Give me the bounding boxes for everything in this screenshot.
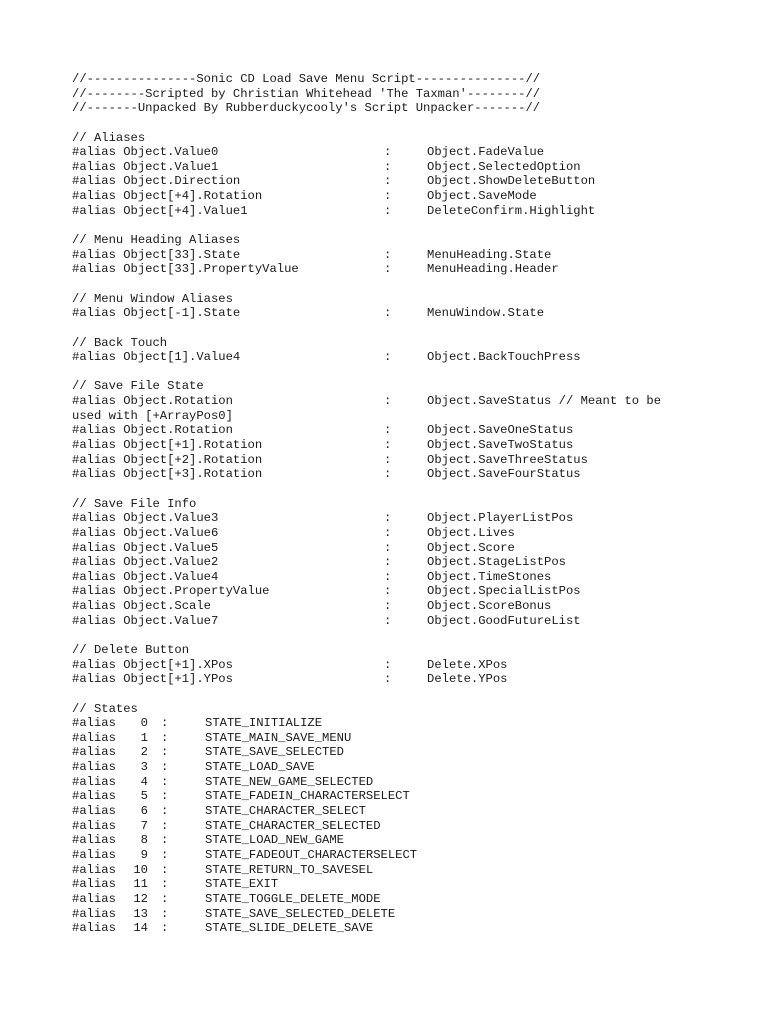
state-number: 3 [140, 760, 148, 775]
alias-separator: : [384, 467, 392, 482]
state-row [72, 731, 752, 746]
script-document [72, 72, 752, 936]
state-name: STATE_CHARACTER_SELECT [205, 804, 366, 819]
alias-row [72, 262, 752, 277]
alias-source: #alias Object.PropertyValue [72, 584, 270, 599]
alias-separator: : [384, 306, 392, 321]
state-row [72, 833, 752, 848]
state-name: STATE_EXIT [205, 877, 279, 892]
state-number: 0 [140, 716, 148, 731]
alias-target: Object.ScoreBonus [427, 599, 552, 614]
alias-row [72, 160, 752, 175]
state-row [72, 804, 752, 819]
state-number: 5 [140, 789, 148, 804]
alias-row [72, 423, 752, 438]
alias-section [72, 233, 752, 277]
alias-row [72, 453, 752, 468]
alias-row [72, 658, 752, 673]
state-separator: : [161, 789, 169, 804]
state-row [72, 775, 752, 790]
header-block [72, 72, 752, 116]
state-row [72, 760, 752, 775]
state-separator: : [161, 745, 169, 760]
state-number: 2 [140, 745, 148, 760]
state-separator: : [161, 774, 169, 789]
alias-source: #alias Object.Direction [72, 174, 241, 189]
alias-target: Object.SpecialListPos [427, 584, 581, 599]
state-row [72, 921, 752, 936]
alias-row [72, 248, 752, 263]
alias-row [72, 189, 752, 204]
alias-target: MenuHeading.Header [427, 262, 559, 277]
alias-separator: : [384, 584, 392, 599]
alias-target: DeleteConfirm.Highlight [427, 203, 596, 218]
state-number: 13 [133, 906, 148, 921]
state-keyword: #alias [72, 760, 116, 775]
alias-row [72, 467, 752, 482]
alias-source: #alias Object[-1].State [72, 306, 241, 321]
alias-section [72, 336, 752, 365]
alias-row [72, 306, 752, 321]
alias-separator: : [384, 203, 392, 218]
alias-separator: : [384, 262, 392, 277]
state-keyword: #alias [72, 906, 116, 921]
alias-separator: : [384, 672, 392, 687]
alias-source: #alias Object[33].PropertyValue [72, 262, 299, 277]
alias-source: #alias Object.Rotation [72, 423, 233, 438]
alias-source: #alias Object.Scale [72, 599, 211, 614]
state-row [72, 819, 752, 834]
state-separator: : [161, 818, 169, 833]
alias-separator: : [384, 189, 392, 204]
state-separator: : [161, 730, 169, 745]
state-keyword: #alias [72, 921, 116, 936]
state-separator: : [161, 862, 169, 877]
alias-separator: : [384, 599, 392, 614]
alias-target: Object.Lives [427, 525, 515, 540]
alias-row [72, 672, 752, 687]
state-list [72, 716, 752, 936]
alias-target: Object.TimeStones [427, 569, 552, 584]
state-number: 11 [133, 877, 148, 892]
state-row [72, 892, 752, 907]
state-name: STATE_CHARACTER_SELECTED [205, 818, 381, 833]
state-keyword: #alias [72, 891, 116, 906]
state-number: 6 [140, 804, 148, 819]
section-comment: // States [72, 701, 138, 716]
state-separator: : [161, 833, 169, 848]
alias-target: Delete.XPos [427, 657, 508, 672]
alias-source: #alias Object.Value0 [72, 145, 219, 160]
alias-target: Object.SaveThreeStatus [427, 452, 588, 467]
alias-separator: : [384, 159, 392, 174]
header-line: //-------Unpacked By Rubberduckycooly's Script Unpacker-------// [72, 101, 541, 116]
alias-section [72, 497, 752, 629]
state-name: STATE_LOAD_NEW_GAME [205, 833, 344, 848]
alias-separator: : [384, 569, 392, 584]
alias-source: #alias Object.Value3 [72, 511, 219, 526]
section-comment: // Back Touch [72, 335, 168, 350]
alias-target: Delete.YPos [427, 672, 508, 687]
state-separator: : [161, 877, 169, 892]
alias-target: Object.SaveStatus // Meant to be [427, 394, 662, 409]
alias-section [72, 292, 752, 321]
alias-source: #alias Object[+1].YPos [72, 672, 233, 687]
section-comment: // Menu Heading Aliases [72, 233, 241, 248]
state-number: 1 [140, 730, 148, 745]
alias-target: Object.BackTouchPress [427, 350, 581, 365]
alias-target: MenuHeading.State [427, 247, 552, 262]
alias-separator: : [384, 145, 392, 160]
alias-target: Object.PlayerListPos [427, 511, 574, 526]
alias-target: MenuWindow.State [427, 306, 545, 321]
state-name: STATE_TOGGLE_DELETE_MODE [205, 891, 381, 906]
alias-row [72, 145, 752, 160]
state-separator: : [161, 906, 169, 921]
alias-source: #alias Object.Value6 [72, 525, 219, 540]
state-keyword: #alias [72, 818, 116, 833]
state-name: STATE_SAVE_SELECTED [205, 745, 344, 760]
state-keyword: #alias [72, 745, 116, 760]
state-separator: : [161, 760, 169, 775]
state-name: STATE_NEW_GAME_SELECTED [205, 774, 374, 789]
alias-separator: : [384, 423, 392, 438]
alias-source: #alias Object[+1].Rotation [72, 438, 263, 453]
alias-row [72, 174, 752, 189]
alias-wrap-continuation: used with [+ArrayPos0] [72, 408, 233, 423]
state-number: 4 [140, 774, 148, 789]
state-name: STATE_RETURN_TO_SAVESEL [205, 862, 374, 877]
alias-section [72, 131, 752, 219]
state-separator: : [161, 891, 169, 906]
header-line: //--------Scripted by Christian Whitehead 'The Taxman'--------// [72, 86, 541, 101]
header-line: //---------------Sonic CD Load Save Menu Script---------------// [72, 72, 541, 86]
alias-target: Object.StageListPos [427, 555, 566, 570]
state-keyword: #alias [72, 862, 116, 877]
state-row [72, 848, 752, 863]
section-comment: // Save File State [72, 379, 204, 394]
alias-source: #alias Object.Rotation [72, 394, 233, 409]
alias-source: #alias Object[+1].XPos [72, 657, 233, 672]
alias-source: #alias Object[+3].Rotation [72, 467, 263, 482]
state-keyword: #alias [72, 730, 116, 745]
section-comment: // Save File Info [72, 496, 197, 511]
alias-row [72, 599, 752, 614]
state-separator: : [161, 921, 169, 936]
state-name: STATE_MAIN_SAVE_MENU [205, 730, 352, 745]
alias-target: Object.GoodFutureList [427, 613, 581, 628]
alias-separator: : [384, 247, 392, 262]
state-keyword: #alias [72, 877, 116, 892]
state-row [72, 745, 752, 760]
alias-target: Object.SaveFourStatus [427, 467, 581, 482]
alias-row [72, 541, 752, 556]
section-comment: // Aliases [72, 130, 146, 145]
alias-separator: : [384, 657, 392, 672]
alias-target: Object.SaveMode [427, 189, 537, 204]
state-name: STATE_SAVE_SELECTED_DELETE [205, 906, 396, 921]
state-number: 9 [140, 847, 148, 862]
state-separator: : [161, 847, 169, 862]
state-name: STATE_LOAD_SAVE [205, 760, 315, 775]
state-separator: : [161, 716, 169, 731]
state-row [72, 877, 752, 892]
alias-row [72, 511, 752, 526]
alias-source: #alias Object[33].State [72, 247, 241, 262]
alias-separator: : [384, 452, 392, 467]
alias-target: Object.ShowDeleteButton [427, 174, 596, 189]
alias-target: Object.Score [427, 540, 515, 555]
state-name: STATE_INITIALIZE [205, 716, 323, 731]
state-name: STATE_FADEIN_CHARACTERSELECT [205, 789, 410, 804]
state-number: 8 [140, 833, 148, 848]
states-section [72, 702, 752, 936]
state-number: 14 [133, 921, 148, 936]
state-number: 12 [133, 891, 148, 906]
state-keyword: #alias [72, 804, 116, 819]
alias-section [72, 643, 752, 687]
alias-row [72, 584, 752, 599]
state-row [72, 907, 752, 922]
alias-source: #alias Object[+4].Rotation [72, 189, 263, 204]
alias-source: #alias Object.Value1 [72, 159, 219, 174]
alias-row [72, 204, 752, 219]
alias-section [72, 379, 752, 481]
state-row [72, 716, 752, 731]
alias-sections [72, 116, 752, 687]
alias-target: Object.FadeValue [427, 145, 545, 160]
alias-row [72, 570, 752, 585]
state-name: STATE_FADEOUT_CHARACTERSELECT [205, 847, 418, 862]
alias-row [72, 394, 752, 409]
alias-separator: : [384, 511, 392, 526]
alias-target: Object.SaveTwoStatus [427, 438, 574, 453]
alias-row [72, 526, 752, 541]
alias-target: Object.SaveOneStatus [427, 423, 574, 438]
state-keyword: #alias [72, 716, 116, 731]
state-separator: : [161, 804, 169, 819]
state-keyword: #alias [72, 847, 116, 862]
alias-source: #alias Object.Value4 [72, 569, 219, 584]
section-comment: // Delete Button [72, 642, 190, 657]
state-keyword: #alias [72, 789, 116, 804]
alias-source: #alias Object[+2].Rotation [72, 452, 263, 467]
alias-row [72, 614, 752, 629]
alias-separator: : [384, 394, 392, 409]
alias-row [72, 555, 752, 570]
state-row [72, 863, 752, 878]
alias-source: #alias Object[+4].Value1 [72, 203, 248, 218]
state-keyword: #alias [72, 774, 116, 789]
alias-source: #alias Object[1].Value4 [72, 350, 241, 365]
alias-separator: : [384, 350, 392, 365]
alias-row [72, 438, 752, 453]
alias-separator: : [384, 613, 392, 628]
alias-separator: : [384, 540, 392, 555]
state-keyword: #alias [72, 833, 116, 848]
section-comment: // Menu Window Aliases [72, 291, 233, 306]
alias-separator: : [384, 525, 392, 540]
alias-row [72, 350, 752, 365]
state-row [72, 789, 752, 804]
state-number: 10 [133, 862, 148, 877]
state-name: STATE_SLIDE_DELETE_SAVE [205, 921, 374, 936]
alias-separator: : [384, 174, 392, 189]
alias-source: #alias Object.Value5 [72, 540, 219, 555]
alias-separator: : [384, 555, 392, 570]
alias-source: #alias Object.Value7 [72, 613, 219, 628]
state-number: 7 [140, 818, 148, 833]
alias-source: #alias Object.Value2 [72, 555, 219, 570]
alias-target: Object.SelectedOption [427, 159, 581, 174]
alias-separator: : [384, 438, 392, 453]
